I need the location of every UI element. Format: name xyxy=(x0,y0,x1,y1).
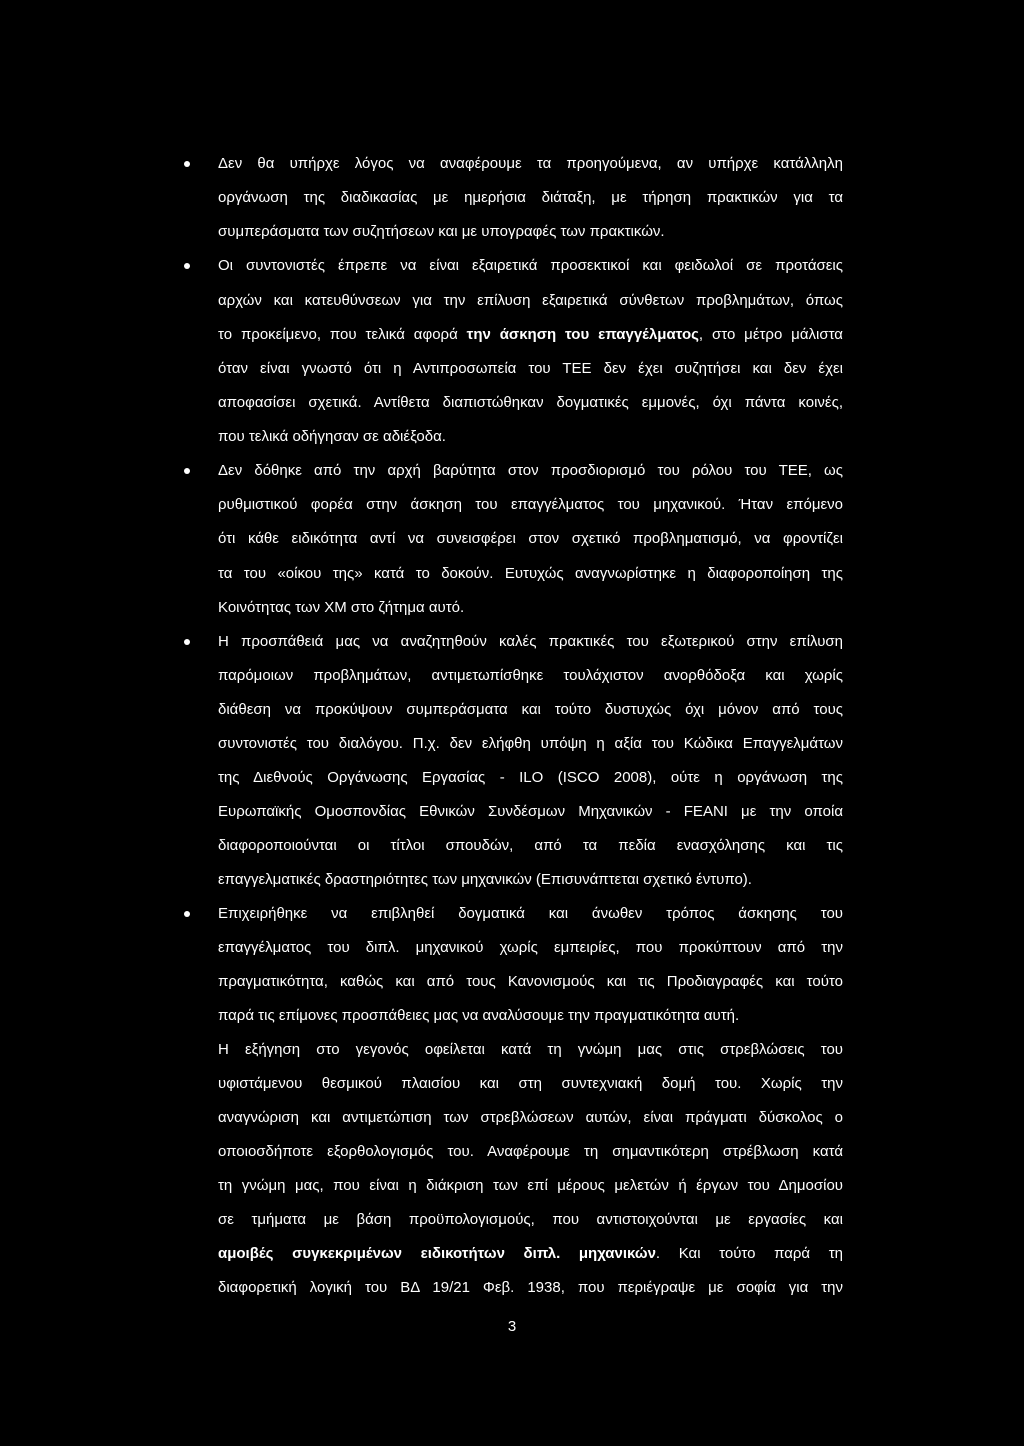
text-line: της Διεθνούς Οργάνωσης Εργασίας - ILO (ISCO 2008), ούτε η οργάνωση της xyxy=(218,769,843,786)
text-line: επαγγέλματος του διπλ. μηχανικού χωρίς εμπειρίες, που προκύπτουν από την xyxy=(218,939,843,956)
text-line: τα του «οίκου της» κατά το δοκούν. Ευτυχώς αναγνωρίστηκε η διαφοροποίηση της xyxy=(218,565,843,582)
bold-text-line: σε τμήματα με βάση προϋπολογισμούς, που αντιστοιχούνται με εργασίες και xyxy=(218,1211,843,1228)
text-line: τη γνώμη μας, που είναι η διάκριση των επί μέρους μελετών ή έργων του Δημοσίου xyxy=(218,1177,843,1194)
text-line-mixed xyxy=(218,326,843,344)
text-line: διαφοροποιούνται οι τίτλοι σπουδών, από τα πεδία ενασχόλησης και τις xyxy=(218,837,843,854)
text-line: οποιοσδήποτε εξορθολογισμός του. Αναφέρουμε τη σημαντικότερη στρέβλωση κατά xyxy=(218,1143,843,1160)
text-line: Οι συντονιστές έπρεπε να είναι εξαιρετικά προσεκτικοί και φειδωλοί σε προτάσεις xyxy=(218,257,843,274)
text-segment: . Και τούτο παρά τη xyxy=(655,1245,843,1262)
text-line: Επιχειρήθηκε να επιβληθεί δογματικά και άνωθεν τρόπος άσκησης του xyxy=(218,905,843,922)
bold-text-segment: αμοιβές συγκεκριμένων ειδικοτήτων διπλ. μηχανικών xyxy=(218,1245,656,1262)
bullet-1 xyxy=(184,161,190,167)
text-line: διάθεση να προκύψουν συμπεράσματα και τούτο δυστυχώς όχι μόνον από τους xyxy=(218,701,843,718)
text-line-mixed xyxy=(218,1245,843,1263)
text-line: διαφορετική λογική του ΒΔ 19/21 Φεβ. 1938, που περιέγραψε με σοφία για την xyxy=(218,1279,843,1296)
text-line: ρυθμιστικού φορέα στην άσκηση του επαγγέλματος του μηχανικού. Ήταν επόμενο xyxy=(218,496,843,513)
text-line: όταν είναι γνωστό ότι η Αντιπροσωπεία του ΤΕΕ δεν έχει συζητήσει και δεν έχει xyxy=(218,360,843,377)
bullet-2 xyxy=(184,263,190,269)
text-line: συντονιστές του διαλόγου. Π.χ. δεν ελήφθη υπόψη η αξία του Κώδικα Επαγγελμάτων xyxy=(218,735,843,752)
text-segment: , στο μέτρο μάλιστα xyxy=(698,326,843,343)
bullet-4 xyxy=(184,639,190,645)
text-line: οργάνωση της διαδικασίας με ημερήσια διάταξη, με τήρηση πρακτικών για τα xyxy=(218,189,843,206)
text-line: επαγγελματικές δραστηριότητες των μηχανικών (Επισυνάπτεται σχετικό έντυπο). xyxy=(218,871,752,888)
text-line: Η εξήγηση στο γεγονός οφείλεται κατά τη γνώμη μας στις στρεβλώσεις του xyxy=(218,1041,843,1058)
bold-text-segment: την άσκηση του επαγγέλματος xyxy=(466,326,699,343)
text-line: Δεν θα υπήρχε λόγος να αναφέρουμε τα προηγούμενα, αν υπήρχε κατάλληλη xyxy=(218,155,843,172)
text-segment: το προκείμενο, που τελικά αφορά xyxy=(218,326,467,343)
text-line: παρόμοιων προβλημάτων, αντιμετωπίσθηκε τουλάχιστον ανορθόδοξα και χωρίς xyxy=(218,667,843,684)
bullet-5 xyxy=(184,911,190,917)
text-line: που τελικά οδήγησαν σε αδιέξοδα. xyxy=(218,428,446,445)
text-line: Κοινότητας των ΧΜ στο ζήτημα αυτό. xyxy=(218,599,465,616)
text-line: πραγματικότητα, καθώς και από τους Κανονισμούς και τις Προδιαγραφές και τούτο xyxy=(218,973,843,990)
text-line: ότι κάθε ειδικότητα αντί να συνεισφέρει στον σχετικό προβληματισμό, να φροντίζει xyxy=(218,530,843,547)
text-line: αναγνώριση και αντιμετώπιση των στρεβλώσεων αυτών, είναι πράγματι δύσκολος ο xyxy=(218,1109,843,1126)
text-line: υφιστάμενου θεσμικού πλαισίου και στη συντεχνιακή δομή του. Χωρίς την xyxy=(218,1075,843,1092)
text-line: αποφασίσει σχετικά. Αντίθετα διαπιστώθηκαν δογματικές εμμονές, όχι πάντα κοινές, xyxy=(218,394,843,411)
text-line: συμπεράσματα των συζητήσεων και με υπογραφές των πρακτικών. xyxy=(218,223,665,240)
text-line: αρχών και κατευθύνσεων για την επίλυση εξαιρετικά σύνθετων προβλημάτων, όπως xyxy=(218,292,843,309)
text-line: Ευρωπαϊκής Ομοσπονδίας Εθνικών Συνδέσμων Μηχανικών - FEANI με την οποία xyxy=(218,803,843,820)
text-line: Η προσπάθειά μας να αναζητηθούν καλές πρακτικές του εξωτερικού στην επίλυση xyxy=(218,633,843,650)
text-line: Δεν δόθηκε από την αρχή βαρύτητα στον προσδιορισμό του ρόλου του ΤΕΕ, ως xyxy=(218,462,843,479)
text-line: παρά τις επίμονες προσπάθειες μας να αναλύσουμε την πραγματικότητα αυτή. xyxy=(218,1007,740,1024)
bullet-3 xyxy=(184,468,190,474)
page-number: 3 xyxy=(507,1318,517,1335)
